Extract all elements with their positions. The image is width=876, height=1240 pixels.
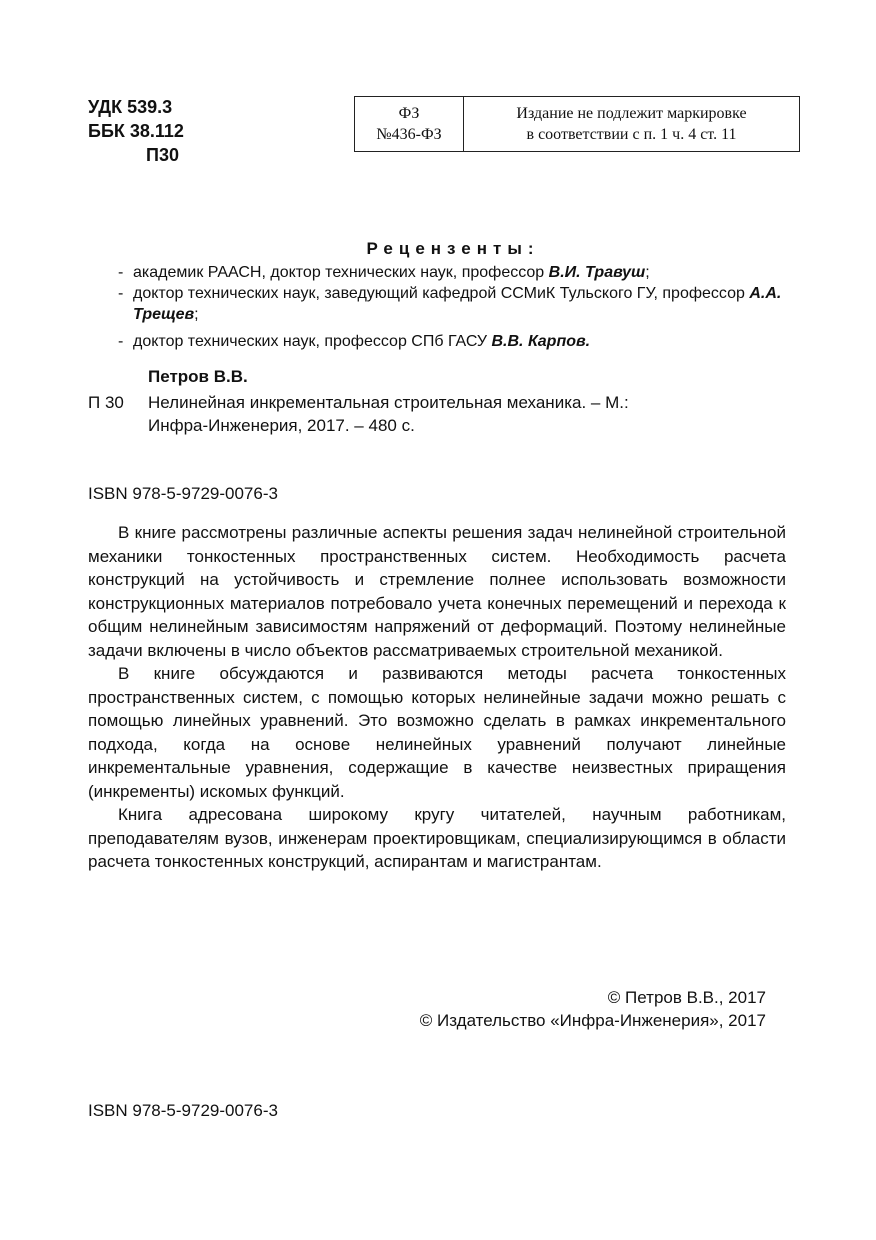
bibliography-author: Петров В.В. xyxy=(148,367,248,386)
bibliography-code: П 30 xyxy=(88,393,124,412)
law-notice-text-cell xyxy=(464,97,800,152)
abstract xyxy=(88,521,786,874)
law-notice-table xyxy=(354,96,800,152)
reviewer-name: В.И. Травуш xyxy=(548,264,646,281)
reviewer-item: - академик РААСН, доктор технических наук, профессор В.И. Травуш; xyxy=(118,262,798,283)
reviewer-item: - доктор технических наук, профессор СПб ГАСУ В.В. Карпов. xyxy=(118,331,798,352)
reviewer-name: А.А. Трещев xyxy=(133,285,782,323)
isbn-bottom: ISBN 978-5-9729-0076-3 xyxy=(88,1101,278,1120)
abstract-paragraph: В книге обсуждаются и развиваются методы расчета тонкостенных пространственных систем, с помощью которых нелинейные задачи можно решать с помощью линейных уравнений. Это возможно сделать в рамках инкрементального подхода, когда на основе нелинейных уравнений получают линейные инкрементальные уравнения, содержащие в качестве неизвестных приращения (инкременты) искомых функций. xyxy=(88,664,786,801)
law-reference-cell xyxy=(355,97,464,152)
abstract-paragraph: Книга адресована широкому кругу читателей, научным работникам, преподавателям вузов, инженерам проектировщикам, специализирующимся в области расчета тонкостенных конструкций, аспирантам и магистрантам. xyxy=(88,805,786,871)
reviewer-name: В.В. Карпов. xyxy=(491,333,591,350)
author-mark: П30 xyxy=(146,145,179,165)
law-notice-line2: в соответствии с п. 1 ч. 4 ст. 11 xyxy=(526,126,737,143)
copyright-publisher: © Издательство «Инфра-Инженерия», 2017 xyxy=(419,1011,766,1030)
law-name: ФЗ xyxy=(398,105,420,122)
abstract-paragraph: В книге рассмотрены различные аспекты решения задач нелинейной строительной механики тонкостенных пространственных систем. Необходимость расчета конструкций на устойчивость и стремление полнее использовать возможности конструкционных материалов потребовало учета конечных перемещений и перехода к общим нелинейным зависимостям напряжений от деформаций. Поэтому нелинейные задачи включены в число объектов рассматриваемых строительной механикой. xyxy=(88,523,786,660)
copyright-block xyxy=(420,986,766,1032)
citation-line1: Нелинейная инкрементальная строительная механика. – М.: xyxy=(148,393,629,412)
reviewers-list xyxy=(118,262,798,352)
udk-code: УДК 539.3 xyxy=(88,97,173,117)
isbn-top: ISBN 978-5-9729-0076-3 xyxy=(88,484,278,503)
copyright-author: © Петров В.В., 2017 xyxy=(607,988,766,1007)
bibliography-citation xyxy=(148,391,788,437)
reviewers-heading: Рецензенты: xyxy=(366,239,540,258)
bbk-code: ББК 38.112 xyxy=(88,121,184,141)
citation-line2: Инфра-Инженерия, 2017. – 480 с. xyxy=(148,416,415,435)
law-notice-line1: Издание не подлежит маркировке xyxy=(516,105,747,122)
classification-block xyxy=(88,95,184,167)
reviewer-item: - доктор технических наук, заведующий кафедрой ССМиК Тульского ГУ, профессор А.А. Трещев; xyxy=(118,283,798,325)
law-number: №436-ФЗ xyxy=(376,126,442,143)
